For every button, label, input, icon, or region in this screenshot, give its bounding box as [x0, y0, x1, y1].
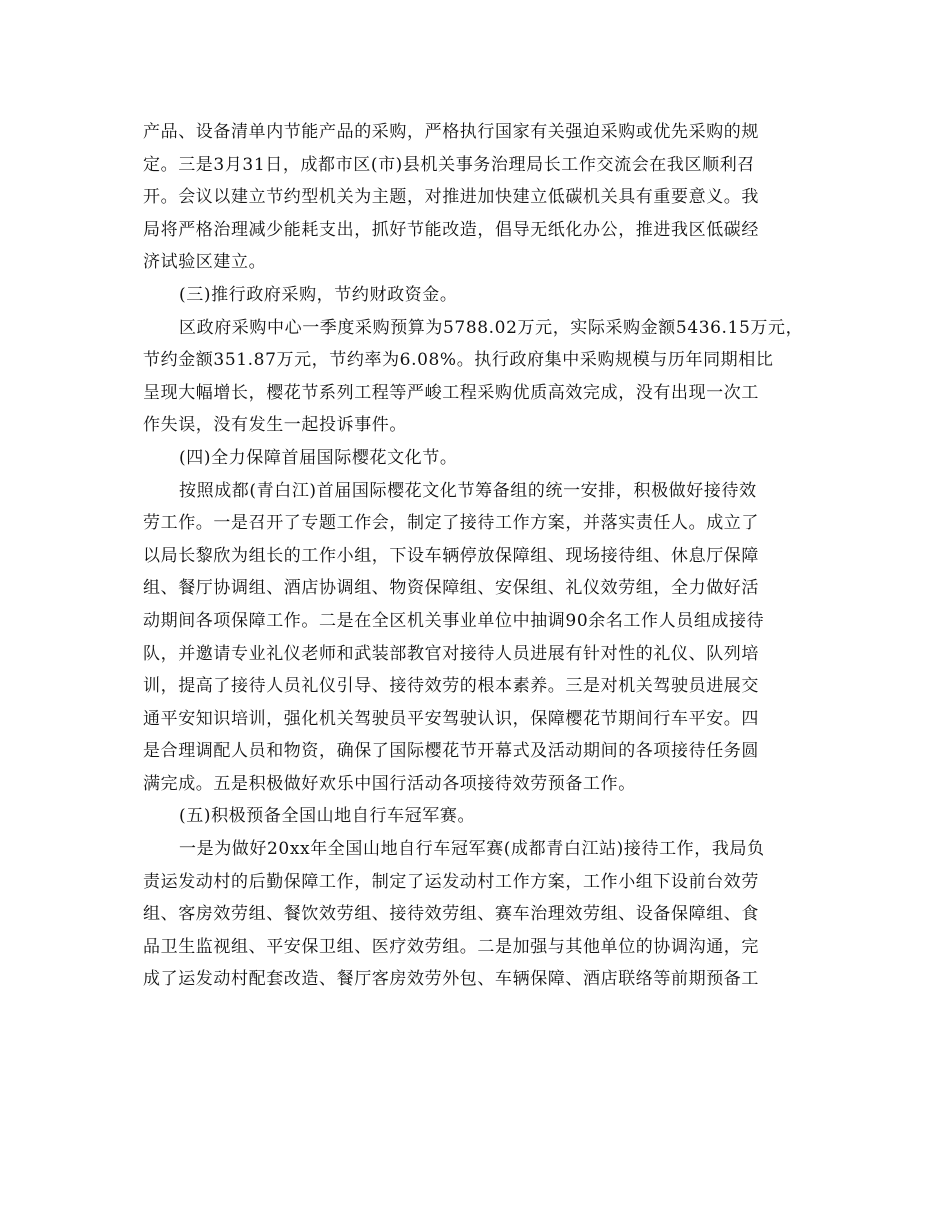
paragraph-line: 局将严格治理减少能耗支出，抓好节能改造，倡导无纸化办公，推进我区低碳经: [143, 219, 759, 240]
paragraph-line: 按照成都(青白江)首届国际樱花文化节筹备组的统一安排，积极做好接待效: [179, 480, 757, 501]
paragraph-line: 以局长黎欣为组长的工作小组，下设车辆停放保障组、现场接待组、休息厅保障: [143, 545, 759, 566]
paragraph-line: 呈现大幅增长，樱花节系列工程等严峻工程采购优质高效完成，没有出现一次工: [143, 382, 759, 403]
paragraph-line: 满完成。五是积极做好欢乐中国行活动各项接待效劳预备工作。: [143, 773, 636, 794]
paragraph-line: 训，提高了接待人员礼仪引导、接待效劳的根本素养。三是对机关驾驶员进展交: [143, 676, 759, 697]
paragraph-line: 成了运发动村配套改造、餐厅客房效劳外包、车辆保障、酒店联络等前期预备工: [143, 969, 759, 990]
paragraph-line: 济试验区建立。: [143, 252, 267, 273]
paragraph-line: 动期间各项保障工作。二是在全区机关事业单位中抽调90余名工作人员组成接待: [143, 610, 765, 631]
paragraph-line: 通平安知识培训，强化机关驾驶员平安驾驶认识，保障樱花节期间行车平安。四: [143, 708, 759, 729]
section-heading: (四)全力保障首届国际樱花文化节。: [179, 447, 458, 468]
paragraph-line: 产品、设备清单内节能产品的采购，严格执行国家有关强迫采购或优先采购的规: [143, 122, 759, 142]
paragraph-line: 节约金额351.87万元，节约率为6.08%。执行政府集中采购规模与历年同期相比: [143, 350, 774, 371]
paragraph-line: 劳工作。一是召开了专题工作会，制定了接待工作方案，并落实责任人。成立了: [143, 513, 759, 534]
paragraph-line: 作失误，没有发生一起投诉事件。: [143, 415, 407, 436]
document-body: [143, 116, 833, 996]
paragraph-line: 队，并邀请专业礼仪老师和武装部教官对接待人员进展有针对性的礼仪、队列培: [143, 643, 759, 664]
paragraph-line: 组、餐厅协调组、酒店协调组、物资保障组、安保组、礼仪效劳组，全力做好活: [143, 578, 759, 599]
paragraph-line: 是合理调配人员和物资，确保了国际樱花节开幕式及活动期间的各项接待任务圆: [143, 741, 759, 762]
paragraph-line: 区政府采购中心一季度采购预算为5788.02万元，实际采购金额5436.15万元，: [179, 317, 804, 338]
paragraph-line: 定。三是3月31日，成都市区(市)县机关事务治理局长工作交流会在我区顺利召: [143, 154, 755, 175]
section-heading: (三)推行政府采购，节约财政资金。: [179, 284, 458, 305]
paragraph-line: 责运发动村的后勤保障工作，制定了运发动村工作方案，工作小组下设前台效劳: [143, 871, 759, 892]
paragraph-line: 一是为做好20xx年全国山地自行车冠军赛(成都青白江站)接待工作，我局负: [179, 839, 765, 860]
paragraph-line: 开。会议以建立节约型机关为主题，对推进加快建立低碳机关具有重要意义。我: [143, 187, 759, 208]
paragraph-line: 品卫生监视组、平安保卫组、医疗效劳组。二是加强与其他单位的协调沟通，完: [143, 936, 759, 957]
section-heading: (五)积极预备全国山地自行车冠军赛。: [179, 806, 476, 827]
paragraph-line: 组、客房效劳组、餐饮效劳组、接待效劳组、赛车治理效劳组、设备保障组、食: [143, 904, 759, 925]
